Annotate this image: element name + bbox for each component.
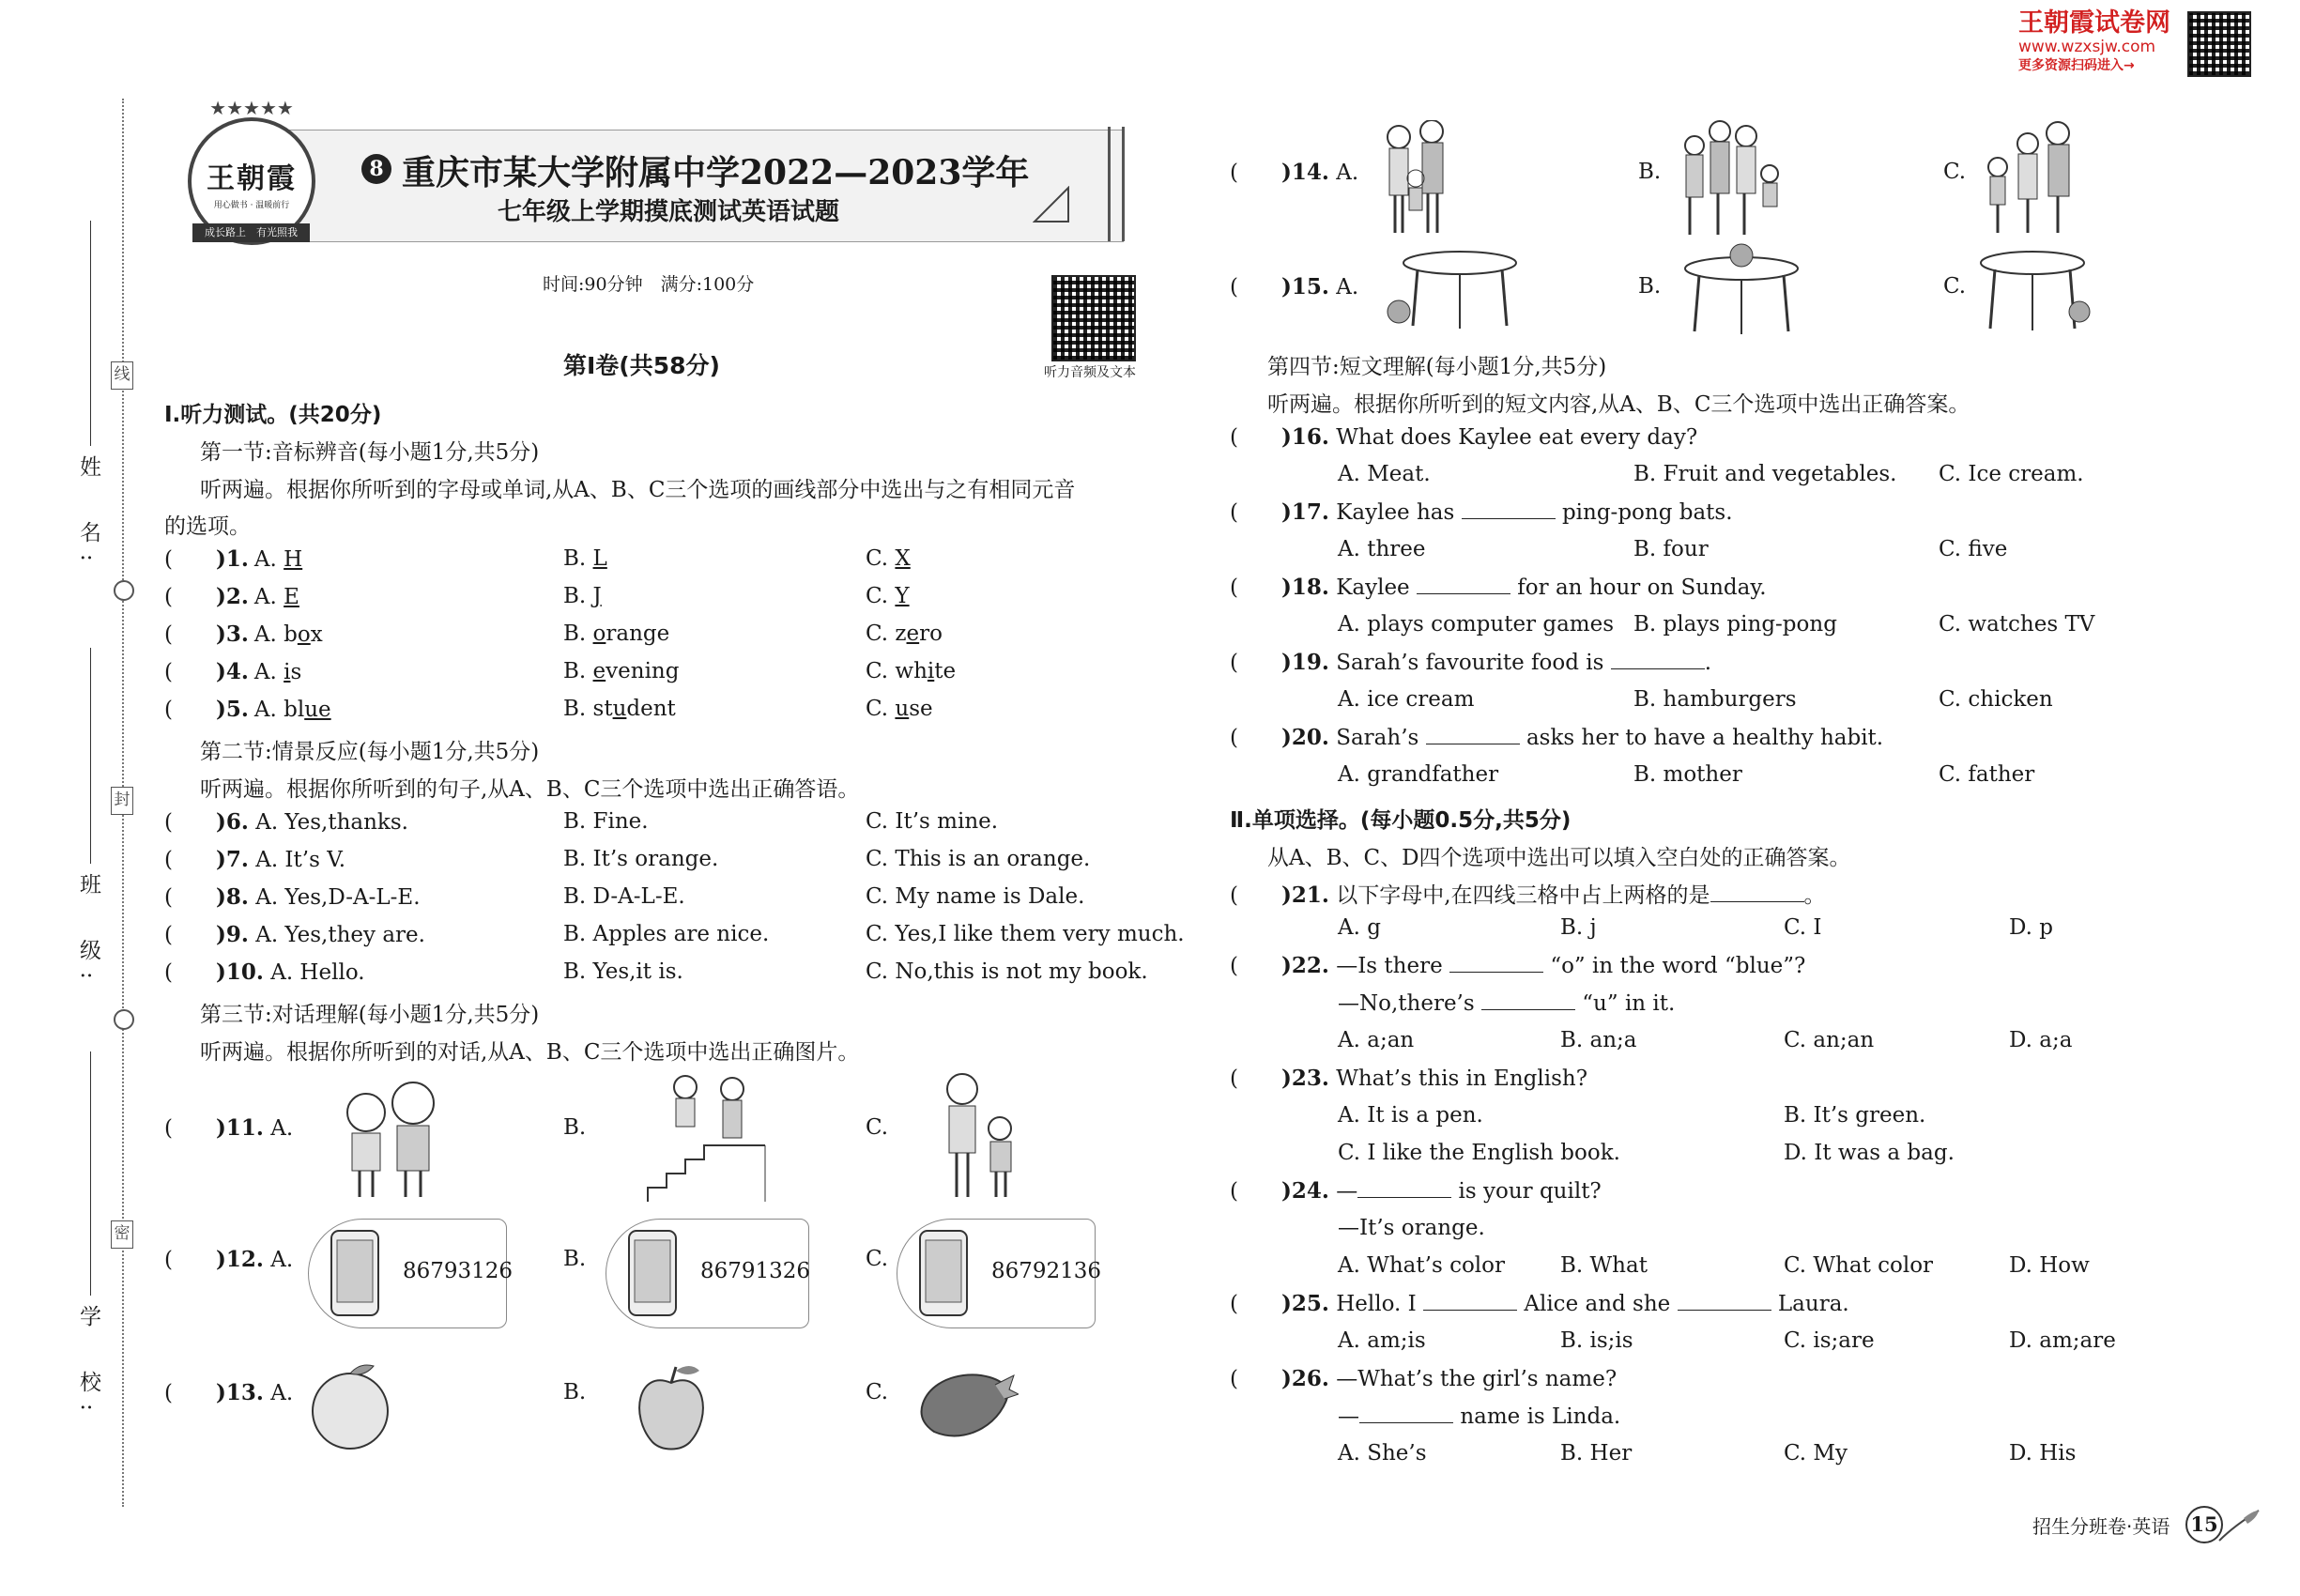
q17-number: )17. (1280, 499, 1329, 525)
q12-option-a-label[interactable]: A. (270, 1248, 294, 1272)
q25-option-d[interactable]: D. am;are (2009, 1328, 2116, 1353)
name-write-line[interactable] (90, 221, 91, 446)
q12-option-b-label[interactable]: B. (563, 1247, 587, 1271)
name-label: 姓 名: (76, 455, 100, 573)
watermark-brand: 王朝霞试卷网 (2018, 8, 2170, 38)
watermark-url[interactable]: www.wzxsjw.com (2018, 38, 2156, 56)
question-5: ( )5. A. blue (164, 697, 331, 722)
q23-option-d[interactable]: D. It was a bag. (1784, 1141, 1955, 1165)
q15-option-c-ball-behind-table-image[interactable] (1976, 246, 2098, 335)
q4-option-b[interactable]: B. evening (563, 659, 680, 683)
q2-option-a[interactable]: A. E (253, 585, 299, 609)
q2-option-c[interactable]: C. Y (866, 584, 910, 608)
q12-option-a-phone-card[interactable] (308, 1219, 514, 1328)
q20-option-b[interactable]: B. mother (1633, 762, 1742, 787)
q1-option-c[interactable]: C. X (866, 546, 911, 571)
q15-option-b-ball-on-table-image[interactable] (1676, 242, 1807, 336)
q22-option-d[interactable]: D. a;a (2009, 1028, 2073, 1052)
class-label: 班 级: (76, 873, 100, 990)
paper-number-badge: 8 (361, 154, 391, 184)
q3-option-a[interactable]: A. box (253, 622, 323, 647)
question-11: ( )11. A. (164, 1115, 294, 1141)
q20-option-a[interactable]: A. grandfather (1338, 762, 1499, 787)
q26-option-a[interactable]: A. She’s (1338, 1441, 1427, 1466)
q6-number: )6. (215, 809, 249, 835)
question-23: ( )23. What’s this in English? (1230, 1066, 1588, 1091)
q17-stem-end: ping-pong bats. (1561, 500, 1733, 525)
listening-qr-code[interactable] (1051, 275, 1136, 361)
q18-option-a[interactable]: A. plays computer games (1338, 612, 1615, 637)
q13-number: )13. (215, 1380, 264, 1405)
q5-number: )5. (215, 697, 249, 722)
watermark (2018, 9, 2206, 75)
question-10: ( )10. A. Hello. (164, 959, 365, 985)
q2-option-b[interactable]: B. J (563, 584, 602, 608)
paper-title: 重庆市某大学附属中学2022—2023学年 (402, 153, 1030, 192)
q10-option-a[interactable]: A. Hello. (270, 960, 365, 985)
q26-stem: —What’s the girl’s name? (1336, 1367, 1618, 1391)
q25-option-b[interactable]: B. is;is (1560, 1328, 1633, 1353)
q24-blank[interactable] (1357, 1178, 1451, 1198)
question-18: ( )18. Kaylee for an hour on Sunday. (1230, 575, 1767, 600)
question-14: ( )14. A. (1230, 160, 1359, 185)
q17-option-c[interactable]: C. five (1939, 537, 2008, 561)
q19-option-b[interactable]: B. hamburgers (1633, 687, 1797, 712)
question-24: ( )24. — is your quilt? (1230, 1178, 1602, 1204)
q15-option-a-ball-under-table-image[interactable] (1380, 246, 1521, 335)
q4-option-a[interactable]: A. is (253, 660, 302, 684)
q14-option-b-label[interactable]: B. (1638, 160, 1662, 184)
q1-option-b[interactable]: B. L (563, 546, 607, 571)
question-1: ( )1. A. H (164, 546, 303, 572)
logo-slogan-left: 成长路上 (205, 226, 246, 238)
q8-option-c[interactable]: C. My name is Dale. (866, 884, 1085, 909)
question-2: ( )2. A. E (164, 584, 299, 609)
q17-stem: Kaylee has (1336, 500, 1455, 525)
q21-option-a[interactable]: A. g (1338, 915, 1381, 940)
q9-option-a[interactable]: A. Yes,they are. (255, 923, 425, 947)
q7-option-a[interactable]: A. It’s V. (255, 848, 346, 872)
q15-option-a-label[interactable]: A. (1336, 275, 1359, 299)
q25-option-a[interactable]: A. am;is (1338, 1328, 1426, 1353)
q19-blank[interactable] (1611, 650, 1705, 669)
watermark-tip: 更多资源扫码进入→ (2018, 58, 2135, 73)
q7-option-c[interactable]: C. This is an orange. (866, 847, 1091, 871)
seal-line-mark: 线 (111, 361, 133, 390)
q12-option-b-number: 86791326 (700, 1259, 811, 1283)
question-4: ( )4. A. is (164, 659, 302, 684)
q24-option-c[interactable]: C. What color (1784, 1253, 1934, 1278)
question-8: ( )8. A. Yes,D-A-L-E. (164, 884, 421, 910)
q17-blank[interactable] (1462, 499, 1556, 519)
q25-option-c[interactable]: C. is;are (1784, 1328, 1875, 1353)
q24-option-a[interactable]: A. What’s color (1338, 1253, 1505, 1278)
q17-option-b[interactable]: B. four (1633, 537, 1709, 561)
q19-stem-end: . (1704, 651, 1712, 675)
question-26: ( )26. —What’s the girl’s name? (1230, 1366, 1618, 1391)
q25-blank2[interactable] (1678, 1291, 1771, 1311)
q12-option-a-number: 86793126 (403, 1259, 514, 1283)
q1-number: )1. (215, 546, 249, 572)
banner-edge (1108, 127, 1125, 241)
section3-instruction: 听两遍。根据你所听到的对话,从A、B、C三个选项中选出正确图片。 (200, 1040, 860, 1065)
q26-number: )26. (1280, 1366, 1329, 1391)
q11-option-b-label[interactable]: B. (563, 1115, 587, 1140)
section2-title: 第二节:情景反应(每小题1分,共5分) (200, 740, 540, 764)
q25-number: )25. (1280, 1291, 1329, 1316)
phone-icon (625, 1227, 680, 1319)
q4-number: )4. (215, 659, 249, 684)
logo-stars: ★★★★★ (209, 97, 294, 119)
q20-option-c[interactable]: C. father (1939, 762, 2035, 787)
q19-option-c[interactable]: C. chicken (1939, 687, 2053, 712)
q21-blank[interactable] (1710, 882, 1804, 902)
qr-caption: 听力音频及文本 (1044, 365, 1136, 380)
q21-number: )21. (1280, 882, 1329, 908)
q23-stem: What’s this in English? (1336, 1067, 1588, 1091)
q14-option-c-family-image[interactable] (1981, 120, 2075, 238)
q1-option-a[interactable]: A. H (253, 547, 303, 572)
q10-option-c[interactable]: C. No,this is not my book. (866, 959, 1148, 984)
q20-number: )20. (1280, 725, 1329, 750)
q8-number: )8. (215, 884, 249, 910)
q14-option-c-label[interactable]: C. (1943, 160, 1967, 184)
q16-option-b[interactable]: B. Fruit and vegetables. (1633, 462, 1897, 486)
footer-label: 招生分班卷·英语 (2032, 1515, 2170, 1538)
q19-option-a[interactable]: A. ice cream (1338, 687, 1475, 712)
q23-number: )23. (1280, 1066, 1329, 1091)
q15-option-c-label[interactable]: C. (1943, 274, 1967, 299)
q26-option-b[interactable]: B. Her (1560, 1441, 1633, 1466)
q22-option-a[interactable]: A. a;an (1338, 1028, 1415, 1052)
q25-stem-mid: Alice and she (1524, 1292, 1671, 1316)
q16-option-c[interactable]: C. Ice cream. (1939, 462, 2084, 486)
section1-instruction: 听两遍。根据你所听到的字母或单词,从A、B、C三个选项的画线部分中选出与之有相同元音 (200, 478, 1076, 502)
phone-icon (328, 1227, 382, 1319)
question-6: ( )6. A. Yes,thanks. (164, 809, 408, 835)
q22-blank1[interactable] (1449, 953, 1543, 973)
q19-number: )19. (1280, 650, 1329, 675)
q25-blank1[interactable] (1423, 1291, 1517, 1311)
q22-option-c[interactable]: C. an;an (1784, 1028, 1875, 1052)
q12-option-c-number: 86792136 (991, 1259, 1102, 1283)
question-22: ( )22. —Is there “o” in the word “blue”? (1230, 953, 1806, 978)
q10-number: )10. (215, 959, 264, 985)
q15-option-b-label[interactable]: B. (1638, 274, 1662, 299)
logo-slogan-right: 有光照我 (256, 226, 298, 238)
q21-option-c[interactable]: C. I (1784, 915, 1822, 940)
q23-option-a[interactable]: A. It is a pen. (1338, 1103, 1483, 1128)
class-write-line[interactable] (90, 648, 91, 864)
phone-icon (916, 1227, 971, 1319)
q26-blank[interactable] (1359, 1404, 1453, 1423)
q14-option-a-family-image[interactable] (1380, 120, 1455, 238)
single-choice-instruction: 从A、B、C、D四个选项中选出可以填入空白处的正确答案。 (1267, 846, 1851, 870)
section3-title: 第三节:对话理解(每小题1分,共5分) (200, 1003, 540, 1027)
q5-option-b[interactable]: B. student (563, 697, 676, 721)
question-9: ( )9. A. Yes,they are. (164, 922, 425, 947)
q14-option-a-label[interactable]: A. (1336, 161, 1359, 185)
q18-blank[interactable] (1417, 575, 1510, 594)
seal-seal-mark: 封 (111, 787, 133, 815)
q11-option-c-label[interactable]: C. (866, 1115, 889, 1140)
q7-option-b[interactable]: B. It’s orange. (563, 847, 719, 871)
q12-option-c-label[interactable]: C. (866, 1247, 889, 1271)
q3-number: )3. (215, 622, 249, 647)
watermark-qr-code[interactable] (2187, 11, 2251, 77)
q16-number: )16. (1280, 424, 1329, 450)
q12-option-c-phone-card[interactable] (897, 1219, 1102, 1328)
q13-option-c-label[interactable]: C. (866, 1380, 889, 1404)
question-17: ( )17. Kaylee has ping-pong bats. (1230, 499, 1733, 525)
q10-option-b[interactable]: B. Yes,it is. (563, 959, 683, 984)
q7-number: )7. (215, 847, 249, 872)
q20-stem-end: asks her to have a healthy habit. (1526, 726, 1884, 750)
q24-line1-end: is your quilt? (1458, 1179, 1602, 1204)
q26-option-c[interactable]: C. My (1784, 1441, 1848, 1466)
question-12: ( )12. A. (164, 1247, 294, 1272)
q25-stem: Hello. I (1336, 1292, 1417, 1316)
question-19: ( )19. Sarah’s favourite food is . (1230, 650, 1712, 675)
q24-dash: — (1336, 1179, 1358, 1204)
q9-number: )9. (215, 922, 249, 947)
q20-blank[interactable] (1426, 725, 1520, 744)
q15-number: )15. (1280, 274, 1329, 299)
q18-option-c[interactable]: C. watches TV (1939, 612, 2095, 637)
q16-stem: What does Kaylee eat every day? (1336, 425, 1698, 450)
q9-option-c[interactable]: C. Yes,I like them very much. (866, 922, 1185, 946)
q21-stem-end: 。 (1803, 883, 1826, 908)
q2-number: )2. (215, 584, 249, 609)
q22-line1: —Is there (1336, 954, 1443, 978)
single-choice-title: Ⅱ.单项选择。(每小题0.5分,共5分) (1230, 808, 1572, 833)
school-write-line[interactable] (90, 1051, 91, 1296)
time-score-info: 时间:90分钟 满分:100分 (543, 274, 755, 295)
q16-option-a[interactable]: A. Meat. (1338, 462, 1431, 486)
q9-option-b[interactable]: B. Apples are nice. (563, 922, 770, 946)
q5-option-a[interactable]: A. blue (253, 698, 331, 722)
q13-option-a-label[interactable]: A. (270, 1381, 294, 1405)
q20-stem: Sarah’s (1336, 726, 1419, 750)
question-16: ( )16. What does Kaylee eat every day? (1230, 424, 1698, 450)
q18-option-b[interactable]: B. plays ping-pong (1633, 612, 1837, 637)
q22-blank2[interactable] (1481, 990, 1575, 1010)
q18-stem-end: for an hour on Sunday. (1517, 575, 1767, 600)
logo-small-text: 用心做书 · 温暖前行 (213, 201, 290, 210)
q12-option-b-phone-card[interactable] (606, 1219, 809, 1328)
section4-instruction: 听两遍。根据你所听到的短文内容,从A、B、C三个选项中选出正确答案。 (1267, 392, 1970, 417)
ruler-icon (1033, 186, 1070, 223)
q24-line2: —It’s orange. (1338, 1216, 1485, 1240)
q3-option-c[interactable]: C. zero (866, 622, 943, 646)
q13-option-c-strawberry-image[interactable] (915, 1366, 1019, 1446)
q13-option-b-label[interactable]: B. (563, 1380, 587, 1404)
q11-option-a-label[interactable]: A. (270, 1116, 294, 1141)
section1-instruction-cont: 的选项。 (164, 514, 251, 539)
q6-option-b[interactable]: B. Fine. (563, 809, 649, 834)
q26-line2: — name is Linda. (1338, 1404, 1621, 1429)
question-20: ( )20. Sarah’s asks her to have a healthy habit. (1230, 725, 1884, 750)
school-label: 学 校: (76, 1305, 100, 1422)
question-25: ( )25. Hello. I Alice and she Laura. (1230, 1291, 1849, 1316)
q11-option-c-woman-and-boy-image[interactable] (934, 1070, 1028, 1202)
logo-ribbon (192, 223, 310, 242)
q23-option-b[interactable]: B. It’s green. (1784, 1103, 1926, 1128)
page-number: 15 (2185, 1506, 2223, 1543)
question-15: ( )15. A. (1230, 274, 1359, 299)
q14-number: )14. (1280, 160, 1329, 185)
section1-title: 第一节:音标辨音(每小题1分,共5分) (200, 440, 540, 465)
q18-stem: Kaylee (1336, 575, 1410, 600)
q11-number: )11. (215, 1115, 264, 1141)
q24-option-d[interactable]: D. How (2009, 1253, 2090, 1278)
logo-text: 王朝霞 (207, 162, 297, 195)
q8-option-b[interactable]: B. D-A-L-E. (563, 884, 685, 909)
question-7: ( )7. A. It’s V. (164, 847, 346, 872)
q18-number: )18. (1280, 575, 1329, 600)
q14-option-b-family-image[interactable] (1680, 117, 1784, 239)
q25-stem-end: Laura. (1777, 1292, 1849, 1316)
feather-pen-icon (2216, 1507, 2262, 1544)
q23-option-c[interactable]: C. I like the English book. (1338, 1141, 1620, 1165)
q6-option-a[interactable]: A. Yes,thanks. (255, 810, 408, 835)
listening-title: Ⅰ.听力测试。(共20分) (164, 403, 382, 427)
section2-instruction: 听两遍。根据你所听到的句子,从A、B、C三个选项中选出正确答语。 (200, 777, 860, 802)
q22-option-b[interactable]: B. an;a (1560, 1028, 1637, 1052)
q17-option-a[interactable]: A. three (1338, 537, 1426, 561)
q11-option-b-kids-on-stairs-image[interactable] (629, 1070, 770, 1202)
q12-number: )12. (215, 1247, 264, 1272)
q3-option-b[interactable]: B. orange (563, 622, 670, 646)
q19-stem: Sarah’s favourite food is (1336, 651, 1604, 675)
q4-option-c[interactable]: C. white (866, 659, 957, 683)
q24-number: )24. (1280, 1178, 1329, 1204)
q22-number: )22. (1280, 953, 1329, 978)
seal-secret-mark: 密 (111, 1220, 133, 1249)
paper-subtitle: 七年级上学期摸底测试英语试题 (498, 198, 840, 226)
section4-title: 第四节:短文理解(每小题1分,共5分) (1267, 355, 1607, 379)
question-13: ( )13. A. (164, 1380, 294, 1405)
q13-option-b-apple-image[interactable] (629, 1359, 713, 1453)
q13-option-a-orange-image[interactable] (308, 1359, 392, 1453)
q26-option-d[interactable]: D. His (2009, 1441, 2077, 1466)
q22-line1-end: “o” in the word “blue”? (1550, 954, 1806, 978)
binding-hole (114, 1009, 134, 1030)
q11-option-a-two-kids-image[interactable] (333, 1075, 446, 1202)
question-3: ( )3. A. box (164, 622, 323, 647)
q8-option-a[interactable]: A. Yes,D-A-L-E. (255, 885, 421, 910)
binding-hole (114, 580, 134, 601)
q21-option-d[interactable]: D. p (2009, 915, 2053, 940)
part-one-title: 第Ⅰ卷(共58分) (563, 352, 720, 379)
q21-option-b[interactable]: B. j (1560, 915, 1597, 940)
q6-option-c[interactable]: C. It’s mine. (866, 809, 999, 834)
question-21: ( )21. 以下字母中,在四线三格中占上两格的是 。 (1230, 882, 1826, 908)
q5-option-c[interactable]: C. use (866, 697, 933, 721)
q21-stem: 以下字母中,在四线三格中占上两格的是 (1336, 883, 1710, 908)
q22-line2: —No,there’s “u” in it. (1338, 991, 1676, 1016)
q24-option-b[interactable]: B. What (1560, 1253, 1648, 1278)
